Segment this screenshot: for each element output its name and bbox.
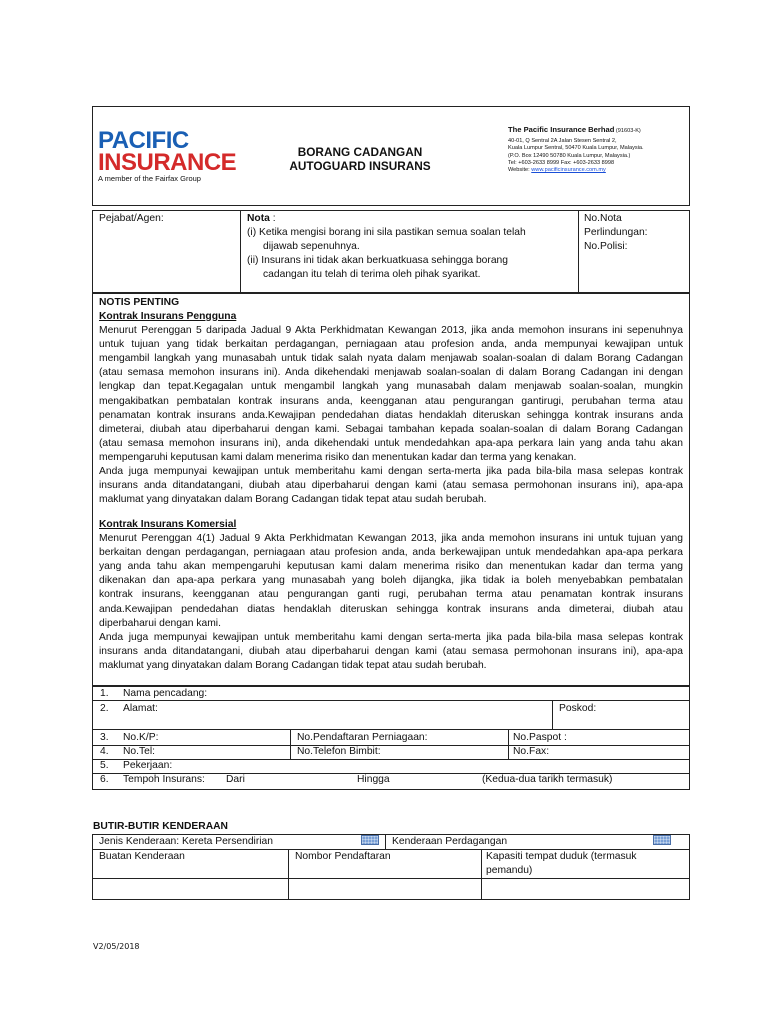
- no-paspot-label: No.Paspot :: [513, 732, 567, 743]
- notice-line: maklumat yang dinyatakan dalam Borang Cadangan tidak tepat atau sudah berubah.: [99, 494, 487, 506]
- section-1-title: Kontrak Insurans Pengguna: [99, 311, 237, 322]
- notice-line: anda.Kewajipan pendedahan diatas hendaklah diteruskan sehingga kontrak insurans anda dimeterai, diubah atau: [99, 603, 683, 615]
- no-bimbit-label: No.Telefon Bimbit:: [297, 746, 381, 757]
- notice-line: maklumat yang dinyatakan dalam Borang Cadangan tidak tepat atau sudah berubah.: [99, 659, 487, 671]
- notice-line: Menurut Perenggan 5 daripada Jadual 9 Akta Perkhidmatan Kewangan 2013, jika anda memohon insurans ini sepenuhnya: [99, 325, 683, 336]
- divider: [240, 210, 241, 293]
- perlindungan-label: Perlindungan:: [584, 227, 648, 238]
- poskod-label: Poskod:: [559, 703, 597, 714]
- divider: [508, 729, 509, 759]
- company-name: The Pacific Insurance Berhad: [508, 125, 615, 134]
- divider: [578, 210, 579, 293]
- nota-item-2: (ii) Insurans ini tidak akan berkuatkuasa sehingga borang: [247, 255, 509, 266]
- nota-item-1-cont: dijawab sepenuhnya.: [263, 241, 360, 252]
- notice-line: kontrak insurans, keengganan atau pengurangan ganti rugi, perubahan terma atau penamatan kontrak insurans: [99, 589, 683, 601]
- company-name-line: [508, 126, 644, 135]
- num-2: 2.: [100, 703, 109, 714]
- notice-line: insurans anda ditandatangani, diubah atau diperbaharui dengan kami (atau semasa permohonan insurans ini), apa-apa: [99, 645, 683, 657]
- num-6: 6.: [100, 774, 109, 785]
- divider: [290, 729, 291, 759]
- divider: [92, 759, 690, 760]
- notice-line: Anda juga mempunyai kewajipan untuk memberitahu kami dengan serta-merta jika pada bila-bila masa selepas kontrak: [99, 466, 683, 477]
- nota-item-1: (i) Ketika mengisi borang ini sila pastikan semua soalan telah: [247, 227, 526, 238]
- nombor-pendaftaran-field[interactable]: [289, 879, 480, 899]
- section-2-title: Kontrak Insurans Komersial: [99, 519, 237, 530]
- hingga-label: Hingga: [357, 774, 390, 785]
- company-reg: (91603-K): [615, 128, 641, 134]
- pekerjaan-label: Pekerjaan:: [123, 760, 173, 771]
- company-logo: [98, 127, 237, 184]
- notice-line: (atau semasa memohon insurans ini), anda dikehendaki untuk mendedahkan apa-apa perkara lain yang anda tahu akan: [99, 437, 683, 449]
- notice-line: berkaitan dengan perdagangan, perniagaan atau profesion anda, anda berkewajipan untuk mendedahkan apa-apa perkara: [99, 547, 683, 559]
- logo-line-1: PACIFIC: [98, 127, 189, 154]
- kapasiti-label: Kapasiti tempat duduk (termasuk: [486, 851, 637, 862]
- notice-line: insurans anda ditandatangani, diubah atau diperbaharui dengan kami (atau semasa permohonan insurans ini), apa-apa: [99, 480, 683, 492]
- pejabat-agen-label: Pejabat/Agen:: [99, 213, 164, 224]
- notice-line: Anda juga mempunyai kewajipan untuk memberitahu kami dengan serta-merta jika pada bila-bila masa selepas kontrak: [99, 631, 683, 643]
- kereta-persendirian-checkbox[interactable]: [361, 835, 379, 845]
- website-label: Website:: [508, 167, 530, 174]
- kenderaan-perdagangan-label: Kenderaan Perdagangan: [392, 836, 508, 847]
- num-1: 1.: [100, 688, 109, 699]
- notice-line: dikenakan dan apa-apa perkara yang munasabah yang boleh dijangka, jika tidak ia boleh menyebabkan pembatalan: [99, 575, 683, 587]
- form-title: [260, 145, 460, 173]
- kedua-dua-note: (Kedua-dua tarikh termasuk): [482, 774, 613, 785]
- num-4: 4.: [100, 746, 109, 757]
- form-title-line-2: AUTOGUARD INSURANS: [289, 159, 431, 173]
- nota-colon: :: [269, 213, 276, 224]
- notice-title: NOTIS PENTING: [99, 297, 180, 308]
- nota-item-2-cont: cadangan itu telah di terima oleh pihak syarikat.: [263, 269, 481, 280]
- no-tel-label: No.Tel:: [123, 746, 156, 757]
- notice-line: mengakibatkan pembatalan kontrak insurans anda, keengganan atau pengurangan gantirugi, perubahan terma atau: [99, 395, 683, 407]
- alamat-label: Alamat:: [123, 703, 158, 714]
- kapasiti-field[interactable]: [482, 879, 689, 899]
- company-address-3: (P.O. Box 12490 50780 Kuala Lumpur, Malaysia.): [508, 152, 631, 159]
- divider: [92, 745, 690, 746]
- website-link[interactable]: www.pacificinsurance.com.my: [531, 167, 606, 174]
- buatan-kenderaan-label: Buatan Kenderaan: [99, 851, 185, 862]
- jenis-kenderaan-label: Jenis Kenderaan: Kereta Persendirian: [99, 836, 274, 847]
- notice-line: dimeterai, diubah atau diperbaharui dengan kami. Sebagai tambahan kepada soalan-soalan di dalam Borang Cadangan: [99, 423, 683, 435]
- notice-line: yang anda tahu akan mempengaruhi keputusan kami dalam menerima risiko dan menentukan kadar dan terma yang: [99, 561, 683, 573]
- num-5: 5.: [100, 760, 109, 771]
- divider: [92, 729, 690, 730]
- vehicle-section-title: BUTIR-BUTIR KENDERAAN: [93, 821, 228, 832]
- logo-line-2: INSURANCE: [98, 149, 237, 176]
- no-nota-label: No.Nota: [584, 213, 622, 224]
- divider: [552, 700, 553, 729]
- nombor-pendaftaran-label: Nombor Pendaftaran: [295, 851, 391, 862]
- notice-line: diperbaharui dengan kami.: [99, 617, 221, 629]
- tempoh-insurans-label: Tempoh Insurans:: [123, 774, 205, 785]
- no-fax-label: No.Fax:: [513, 746, 550, 757]
- company-website-line: [508, 167, 644, 174]
- buatan-kenderaan-field[interactable]: [93, 879, 287, 899]
- no-pendaftaran-label: No.Pendaftaran Perniagaan:: [297, 732, 428, 743]
- logo-tagline: A member of the Fairfax Group: [98, 174, 201, 183]
- no-polisi-label: No.Polisi:: [584, 241, 628, 252]
- nota-label: Nota: [247, 213, 270, 224]
- divider: [385, 834, 386, 849]
- form-title-line-1: BORANG CADANGAN: [297, 145, 423, 159]
- notice-line: penamatan kontrak insurans anda.Kewajipan pendedahan diatas hendaklah diteruskan sehingga kontrak insurans anda: [99, 409, 683, 421]
- no-kp-label: No.K/P:: [123, 732, 159, 743]
- notice-line: lengkap dan tepat.Kegagalan untuk mengambil langkah yang munasabah dalam menjawab soalan-soalan, mungkin: [99, 381, 683, 393]
- notice-line: Menurut Perenggan 4(1) Jadual 9 Akta Perkhidmatan Kewangan 2013, jika anda memohon insurans ini untuk tujuan yang: [99, 533, 683, 544]
- notice-line: mengambil langkah yang munasabah untuk tidak salah nyata dalam menjawab soalan-soalan di dalam Borang Cadangan: [99, 353, 683, 365]
- notice-line: (atau semasa memohon insurans ini). Anda dikehendaki menjawab soalan-soalan di dalam Borang Cadangan ini dengan: [99, 367, 683, 379]
- company-address-1: 40-01, Q Sentral 2A Jalan Stesen Sentral 2,: [508, 138, 617, 145]
- notice-line: mempengaruhi keputusan kami dalam menerima risiko dan menentukan kadar dan terma yang kenakan.: [99, 451, 577, 463]
- dari-label: Dari: [226, 774, 245, 785]
- company-info: [508, 126, 644, 174]
- num-3: 3.: [100, 732, 109, 743]
- version-footer: V2/05/2018: [93, 942, 140, 951]
- company-contact: Tel: +603-2633 8999 Fax: +603-2633 8998: [508, 159, 615, 166]
- notice-line: untuk tujuan yang tidak berkaitan perdagangan, perniagaan atau profesion anda, anda mempunyai kewajipan untuk: [99, 339, 683, 351]
- kenderaan-perdagangan-checkbox[interactable]: [653, 835, 671, 845]
- company-address-2: Kuala Lumpur Sentral, 50470 Kuala Lumpur, Malaysia.: [508, 145, 644, 152]
- kapasiti-label-cont: pemandu): [486, 865, 533, 876]
- nama-pencadang-label: Nama pencadang:: [123, 688, 208, 699]
- nota-heading: [247, 212, 276, 226]
